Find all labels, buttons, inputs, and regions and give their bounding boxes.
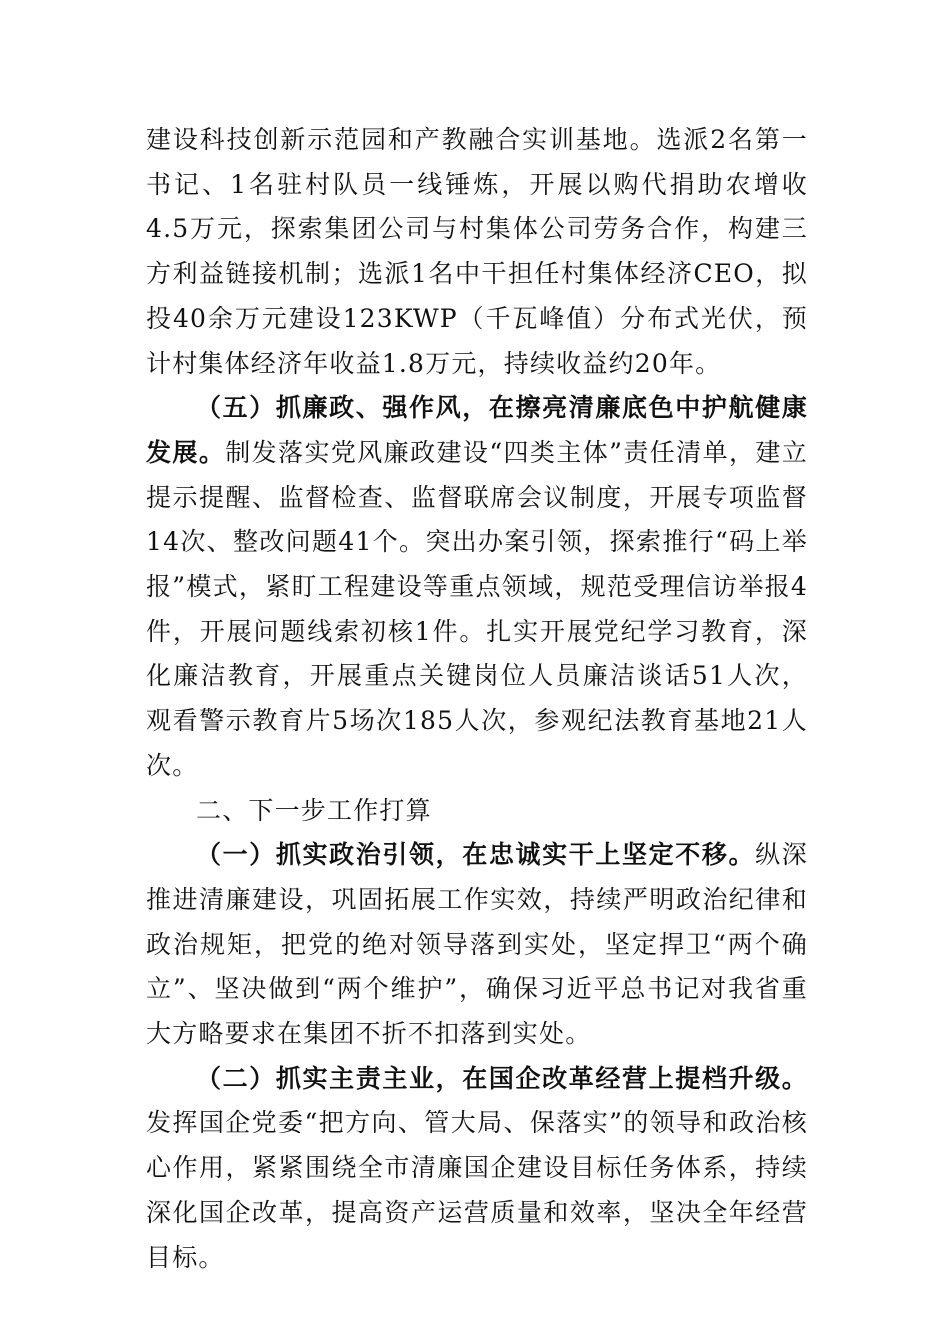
paragraph-next-one (146, 833, 808, 1057)
paragraph-text: 制发落实党风廉政建设“四类主体”责任清单，建立提示提醒、监督检查、监督联席会议制度，开展专项监督14次、整改问题41个。突出办案引领，探索推行“码上举报”模式，紧盯工程建设等重点领域，规范受理信访举报4件，开展问题线索初核1件。扎实开展党纪学习教育，深化廉洁教育，开展重点关键岗位人员廉洁谈话51人次，观看警示教育片5场次185人次，参观纪法教育基地21人次。 (146, 437, 808, 780)
paragraph-next-two (146, 1057, 808, 1281)
next-two-lead: （二）抓实主责主业，在国企改革经营上提档升级。 (196, 1063, 808, 1093)
section-heading-next-steps: 二、下一步工作打算 (196, 795, 432, 825)
paragraph-section-five (146, 386, 808, 788)
paragraph-continuation (146, 118, 808, 386)
document-body (146, 118, 808, 1280)
paragraph-text: 发挥国企党委“把方向、管大局、保落实”的领导和政治核心作用，紧紧围绕全市清廉国企建设目标任务体系，持续深化国企改革，提高资产运营质量和效率，坚决全年经营目标。 (146, 1108, 808, 1272)
next-one-lead: （一）抓实政治引领，在忠诚实干上坚定不移。 (196, 840, 756, 870)
paragraph-text: 纵深推进清廉建设，巩固拓展工作实效，持续严明政治纪律和政治规矩，把党的绝对领导落到实处，坚定捍卫“两个确立”、坚决做到“两个维护”，确保习近平总书记对我省重大方略要求在集团不折不扣落到实处。 (146, 840, 808, 1049)
section-five-lead: （五）抓廉政、强作风，在擦亮清廉底色中护航健康发展。 (146, 393, 808, 467)
paragraph-text: 建设科技创新示范园和产教融合实训基地。选派2名第一书记、1名驻村队员一线锤炼，开展以购代捐助农增收4.5万元，探索集团公司与村集体公司劳务合作，构建三方利益链接机制；选派1名中干担任村集体经济CEO，拟投40余万元建设123KWP（千瓦峰值）分布式光伏，预计村集体经济年收益1.8万元，持续收益约20年。 (146, 125, 808, 378)
